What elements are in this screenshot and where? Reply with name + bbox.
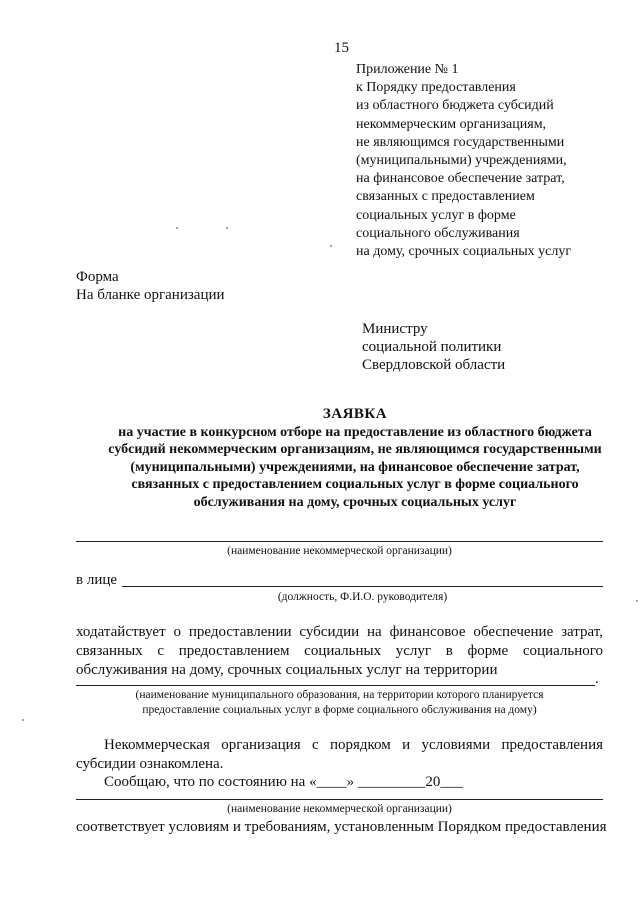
form-label: Форма [76,269,119,285]
title-line: (муниципальными) учреждениями, на финансовое обеспечение затрат, [130,459,580,475]
title-line: связанных с предоставлением социальных услуг в форме социального [131,477,579,493]
title-line: на участие в конкурсном отборе на предоставление из областного бюджета [118,424,592,440]
municipality-caption: (наименование муниципального образования, на территории которого планируется [135,689,544,701]
body-line: Некоммерческая организация с порядком и условиями предоставления [104,737,603,753]
scan-speck [226,227,228,229]
appendix-line: связанных с предоставлением [356,189,535,205]
page-number: 15 [334,40,349,56]
appendix-line: на финансовое обеспечение затрат, [356,171,565,187]
body-line: ходатайствует о предоставлении субсидии на финансовое обеспечение затрат, [76,624,603,640]
appendix-line: на дому, срочных социальных услуг [356,244,572,260]
date-statement: Сообщаю, что по состоянию на «____» _________20___ [104,774,463,790]
appendix-line: (муниципальными) учреждениями, [356,153,567,169]
title-line: субсидий некоммерческим организациям, не являющимся государственными [108,442,602,458]
scan-speck [330,245,332,247]
letterhead-note: На бланке организации [76,287,225,303]
position-caption: (должность, Ф.И.О. руководителя) [277,591,448,603]
appendix-line: из областного бюджета субсидий [356,98,554,114]
org-name-fill-line[interactable] [76,541,603,542]
addressee-line: Свердловской области [362,357,506,373]
position-fill-line[interactable] [122,586,603,587]
scan-speck [22,719,24,721]
scan-speck [176,227,178,229]
addressee-line: социальной политики [362,339,502,355]
municipality-fill-line[interactable] [76,685,595,686]
org-name-caption: (наименование некоммерческой организации) [227,545,452,557]
appendix-header [356,61,571,261]
org-name-caption-2: (наименование некоммерческой организации) [227,803,452,815]
municipality-caption: предоставление социальных услуг в форме социального обслуживания на дому) [142,704,537,716]
addressee-line: Министру [362,321,428,337]
appendix-line: некоммерческим организациям, [356,116,547,132]
in-person-label: в лице [76,572,118,588]
appendix-line: Приложение № 1 [356,62,459,77]
appendix-line: социального обслуживания [356,225,520,241]
body-line: соответствует условиям и требованиям, установленным Порядком предоставления [76,819,607,835]
municipality-end-dot: . [595,671,599,687]
title-line: обслуживания на дому, срочных социальных услуг [193,494,517,510]
appendix-line: не являющимся государственными [356,134,565,150]
body-line: субсидии ознакомлена. [76,756,224,772]
scan-speck [636,600,638,602]
title-heading: ЗАЯВКА [322,406,388,422]
body-line: обслуживания на дому, срочных социальных услуг на территории [76,662,498,678]
addressee-block [362,320,505,374]
appendix-line: к Порядку предоставления [356,80,516,96]
org-name-fill-line-2[interactable] [76,799,603,800]
form-label-block [76,268,225,304]
appendix-line: социальных услуг в форме [356,207,516,223]
body-line: связанных с предоставлением социальных услуг в форме социального [76,643,603,659]
document-title [70,406,640,512]
